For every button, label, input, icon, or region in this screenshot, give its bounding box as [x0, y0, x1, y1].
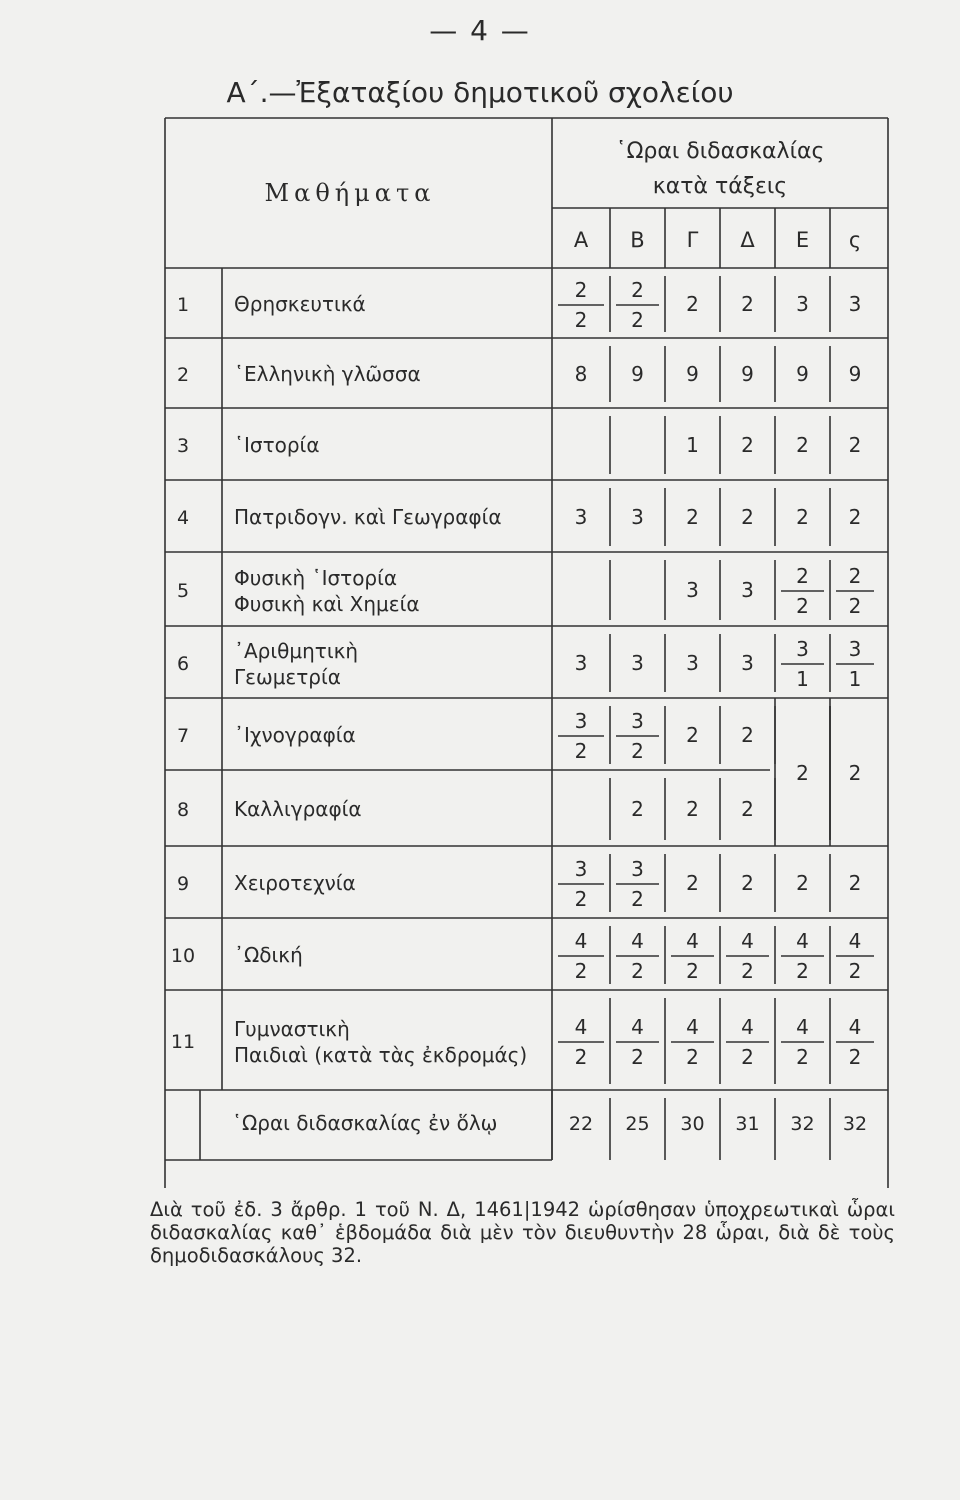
row-number-9: 9 [176, 873, 190, 895]
row-subject-3: ῾Ιστορία [234, 433, 320, 457]
cell-2-6: 9 [848, 362, 862, 386]
cell-3-6: 2 [848, 433, 862, 457]
cell-12-4-lower: 2 [741, 1045, 754, 1069]
cell-2-4: 9 [741, 362, 754, 386]
cell-11-5-upper: 4 [796, 929, 809, 953]
subjects-header: Μαθήματα [264, 179, 436, 207]
cell-5-6-upper: 2 [848, 564, 862, 588]
cell-11-2-upper: 4 [631, 929, 644, 953]
cell-11-2-lower: 2 [631, 959, 644, 983]
cell-6-6-lower: 1 [848, 667, 862, 691]
row-subject-10: ᾿Ωδική [234, 943, 303, 967]
cell-3-4: 2 [741, 433, 754, 457]
row-subject-8: Καλλιγραφία [234, 797, 362, 821]
cell-11-3-upper: 4 [686, 929, 699, 953]
cell-4-3: 2 [686, 505, 699, 529]
cell-6-2: 3 [631, 651, 644, 675]
cell-4-1: 3 [574, 505, 588, 529]
cell-11-4-lower: 2 [741, 959, 754, 983]
cell-1-1-lower: 2 [574, 308, 588, 332]
cell-10-5: 2 [796, 871, 809, 895]
cell-10-2-lower: 2 [631, 887, 644, 911]
row-subject-11: Γυμναστικὴ [234, 1017, 350, 1041]
cell-12-3-lower: 2 [686, 1045, 699, 1069]
page-number: — 4 — [429, 14, 531, 47]
cell-4-5: 2 [796, 505, 809, 529]
cell-2-3: 9 [686, 362, 699, 386]
row-subject2-6: Γεωμετρία [234, 665, 341, 689]
row-subject-6: ᾿Αριθμητικὴ [234, 639, 359, 663]
total-label: ῾Ωραι διδασκαλίας ἐν ὅλῳ [232, 1111, 498, 1135]
cell-9-6: 2 [848, 761, 862, 785]
row-subject-5: Φυσικὴ ῾Ιστορία [234, 566, 398, 590]
grade-header-6: ς [848, 228, 862, 252]
cell-5-6-lower: 2 [848, 594, 862, 618]
row-number-8: 8 [176, 799, 190, 821]
row-subject-7: ᾿Ιχνογραφία [234, 723, 356, 747]
cell-1-2-upper: 2 [631, 278, 644, 302]
total-1: 22 [568, 1113, 594, 1135]
row-subject-2: ῾Ελληνικὴ γλῶσσα [234, 362, 421, 386]
cell-11-5-lower: 2 [796, 959, 809, 983]
grade-header-3: Γ [686, 228, 699, 252]
cell-2-5: 9 [796, 362, 809, 386]
hours-header-line1: ῾Ωραι διδασκαλίας [615, 139, 825, 164]
cell-1-6: 3 [848, 292, 862, 316]
total-5: 32 [790, 1113, 815, 1135]
cell-6-5-lower: 1 [796, 667, 809, 691]
cell-10-1-lower: 2 [574, 887, 588, 911]
cell-7-2-upper: 3 [631, 709, 644, 733]
cell-12-6-lower: 2 [848, 1045, 862, 1069]
cell-10-1-upper: 3 [574, 857, 588, 881]
cell-5-4: 3 [741, 578, 754, 602]
cell-10-6: 2 [848, 871, 862, 895]
row-number-11: 11 [170, 1031, 196, 1053]
cell-8-2: 2 [631, 797, 644, 821]
cell-5-5-lower: 2 [796, 594, 809, 618]
cell-7-1-lower: 2 [574, 739, 588, 763]
cell-7-3: 2 [686, 723, 699, 747]
row-subject-4: Πατριδογν. καὶ Γεωγραφία [234, 505, 502, 529]
cell-4-6: 2 [848, 505, 862, 529]
cell-11-1-upper: 4 [574, 929, 588, 953]
row-number-10: 10 [170, 945, 196, 967]
grade-header-4: Δ [740, 228, 755, 252]
cell-9-5: 2 [796, 761, 809, 785]
total-2: 25 [625, 1113, 650, 1135]
row-number-3: 3 [176, 435, 190, 457]
cell-12-5-lower: 2 [796, 1045, 809, 1069]
footnote: Διὰ τοῦ ἐδ. 3 ἄρθρ. 1 τοῦ Ν. Δ, 1461|1942 ὡρίσθησαν ὑποχρεωτικαὶ ὧραι διδασκαλίας καθ᾿ ἑβδομάδα διὰ μὲν τὸν διευθυντὴν 28 ὧραι, διὰ δὲ τοὺς δημοδιδασκάλους 32. [150, 1198, 895, 1267]
page-title: Α΄.—Ἐξαταξίου δημοτικοῦ σχολείου [226, 76, 734, 109]
cell-10-2-upper: 3 [631, 857, 644, 881]
row-subject2-5: Φυσικὴ καὶ Χημεία [234, 592, 420, 616]
cell-12-5-upper: 4 [796, 1015, 809, 1039]
cell-6-5-upper: 3 [796, 637, 809, 661]
cell-12-4-upper: 4 [741, 1015, 754, 1039]
grade-header-5: Ε [795, 228, 810, 252]
row-subject2-11: Παιδιαὶ (κατὰ τὰς ἐκδρομάς) [234, 1043, 528, 1067]
cell-11-3-lower: 2 [686, 959, 699, 983]
cell-1-4: 2 [741, 292, 754, 316]
row-number-2: 2 [176, 364, 190, 386]
cell-12-1-upper: 4 [574, 1015, 588, 1039]
total-4: 31 [735, 1113, 760, 1135]
grade-header-1: Α [573, 228, 589, 252]
row-number-1: 1 [176, 294, 190, 316]
cell-1-1-upper: 2 [574, 278, 588, 302]
cell-3-3: 1 [686, 433, 699, 457]
cell-5-3: 3 [686, 578, 699, 602]
cell-10-3: 2 [686, 871, 699, 895]
cell-6-4: 3 [741, 651, 754, 675]
cell-2-2: 9 [631, 362, 644, 386]
grade-header-2: Β [630, 228, 645, 252]
row-subject-1: Θρησκευτικά [234, 292, 366, 316]
row-number-5: 5 [176, 580, 190, 602]
cell-7-2-lower: 2 [631, 739, 644, 763]
cell-5-5-upper: 2 [796, 564, 809, 588]
hours-header-line2: κατὰ τάξεις [652, 174, 788, 199]
cell-11-6-lower: 2 [848, 959, 862, 983]
row-number-6: 6 [176, 653, 190, 675]
cell-8-3: 2 [686, 797, 699, 821]
total-6: 32 [842, 1113, 868, 1135]
cell-4-4: 2 [741, 505, 754, 529]
cell-11-1-lower: 2 [574, 959, 588, 983]
cell-2-1: 8 [574, 362, 588, 386]
row-number-7: 7 [176, 725, 190, 747]
cell-11-4-upper: 4 [741, 929, 754, 953]
cell-3-5: 2 [796, 433, 809, 457]
cell-1-5: 3 [796, 292, 809, 316]
cell-8-4: 2 [741, 797, 754, 821]
cell-11-6-upper: 4 [848, 929, 862, 953]
cell-7-4: 2 [741, 723, 754, 747]
cell-12-3-upper: 4 [686, 1015, 699, 1039]
cell-1-3: 2 [686, 292, 699, 316]
cell-12-6-upper: 4 [848, 1015, 862, 1039]
cell-7-1-upper: 3 [574, 709, 588, 733]
row-subject-9: Χειροτεχνία [234, 871, 356, 895]
cell-6-6-upper: 3 [848, 637, 862, 661]
cell-12-1-lower: 2 [574, 1045, 588, 1069]
cell-1-2-lower: 2 [631, 308, 644, 332]
total-3: 30 [680, 1113, 705, 1135]
cell-4-2: 3 [631, 505, 644, 529]
cell-10-4: 2 [741, 871, 754, 895]
cell-12-2-lower: 2 [631, 1045, 644, 1069]
cell-6-1: 3 [574, 651, 588, 675]
cell-12-2-upper: 4 [631, 1015, 644, 1039]
row-number-4: 4 [176, 507, 190, 529]
cell-6-3: 3 [686, 651, 699, 675]
